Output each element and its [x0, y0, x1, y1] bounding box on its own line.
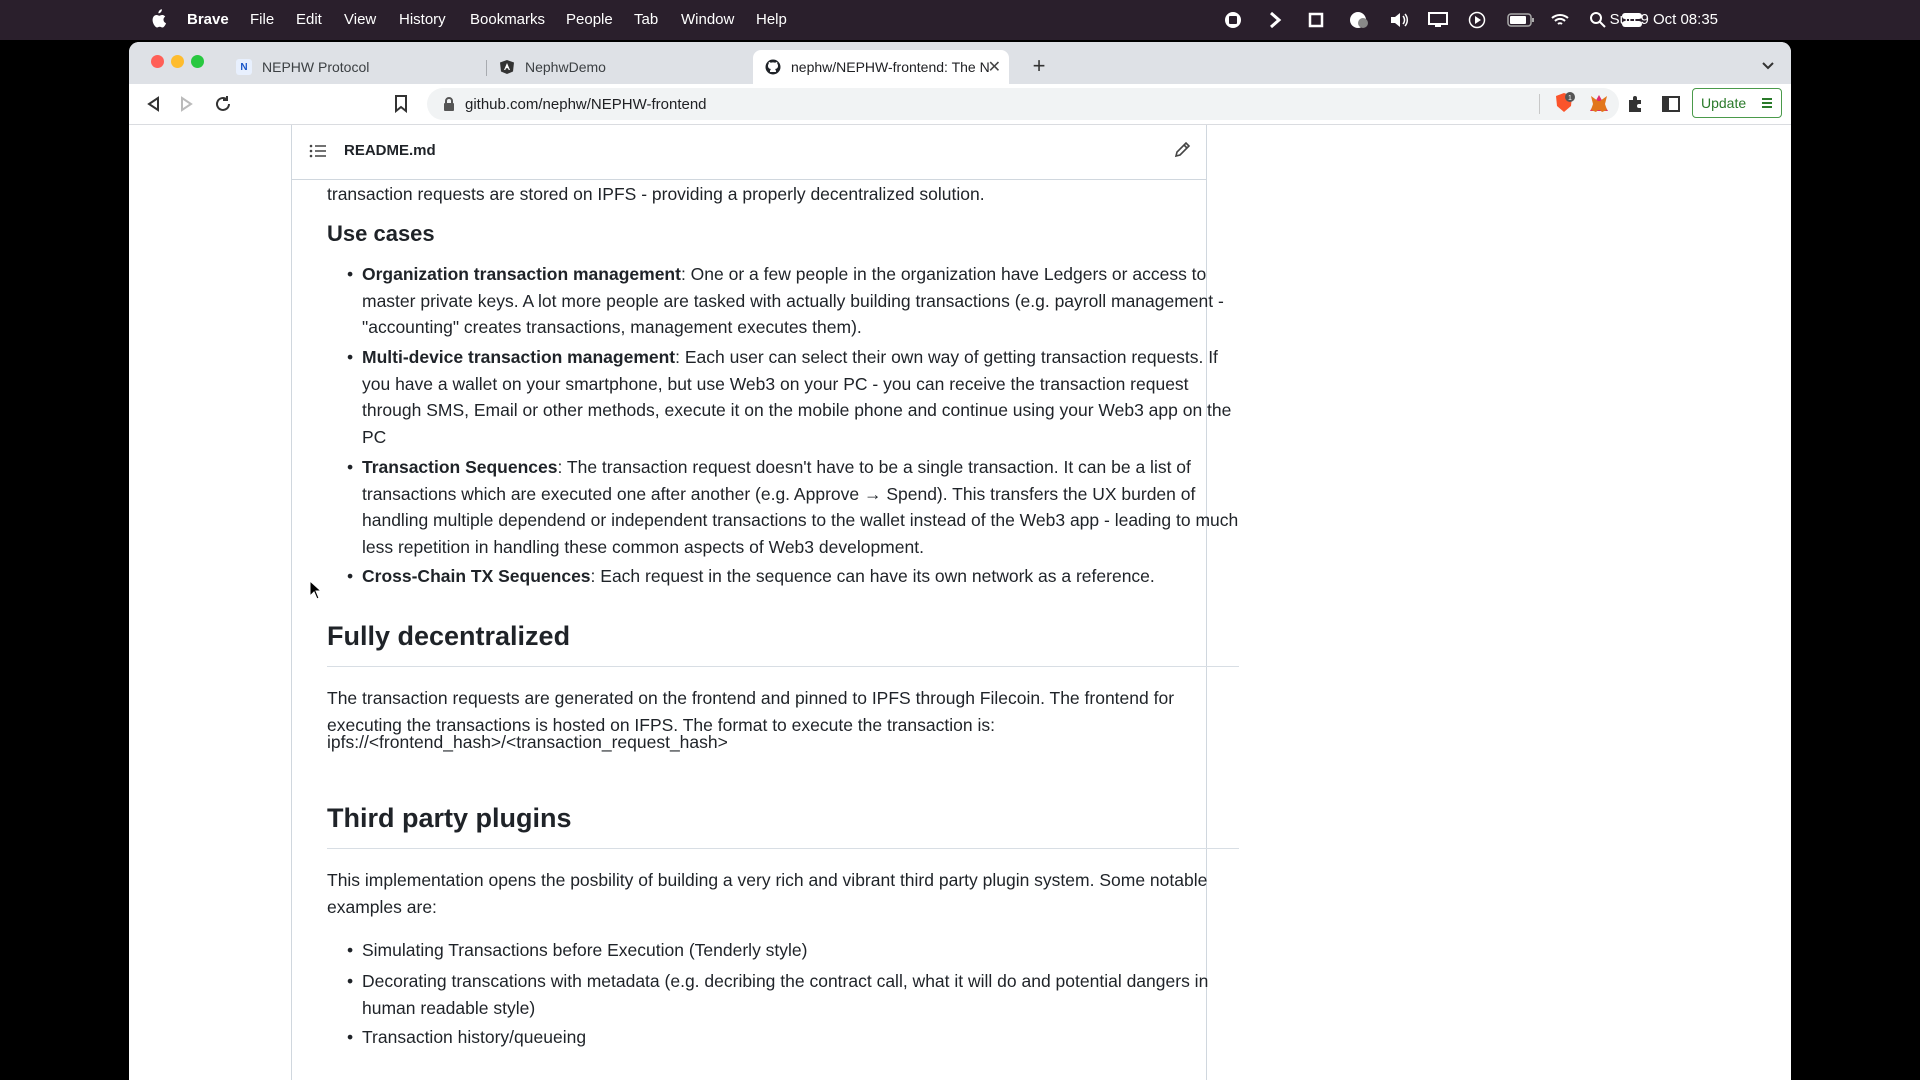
menu-bar: [0, 0, 1920, 40]
tab-strip: [129, 42, 1791, 84]
reload-button[interactable]: [211, 92, 235, 116]
tab-label: NEPHW Protocol: [262, 59, 370, 75]
menu-app-name[interactable]: Brave: [187, 11, 229, 28]
address-bar[interactable]: [427, 88, 1619, 120]
apple-icon[interactable]: [150, 9, 166, 29]
list-item-text: Transaction history/queueing: [362, 1027, 587, 1047]
close-tab-icon[interactable]: ✕: [987, 59, 1001, 76]
menu-tab[interactable]: Tab: [634, 11, 659, 28]
update-button[interactable]: [1692, 88, 1782, 118]
bullet-dot: •: [347, 457, 354, 477]
tab-label: nephw/NEPHW-frontend: The N: [791, 59, 990, 75]
list-item-text: [362, 563, 1242, 590]
menubar-clock[interactable]: Sun 9 Oct 08:35: [1609, 11, 1718, 28]
bullet-dot: •: [347, 347, 354, 367]
bullet-dot: •: [347, 264, 354, 284]
tab-nephwdemo[interactable]: [487, 50, 735, 84]
sidebar-toggle-icon[interactable]: [1659, 92, 1683, 116]
crop-icon[interactable]: [1305, 10, 1327, 30]
bullet-dot: •: [347, 940, 354, 960]
readme-container: [291, 125, 1239, 1080]
address-bar-divider: [1539, 94, 1540, 114]
menu-history[interactable]: History: [399, 11, 446, 28]
metamask-extension-icon[interactable]: [1587, 92, 1611, 116]
mouse-cursor-icon: [309, 580, 323, 600]
list-item-title: Organization transaction management: [362, 264, 681, 284]
brave-shields-icon[interactable]: [1549, 91, 1579, 115]
heading-divider: [327, 666, 1239, 667]
update-button-label: Update: [1701, 95, 1747, 111]
table-of-contents-icon[interactable]: [309, 143, 327, 159]
edit-pencil-icon[interactable]: [1173, 141, 1191, 159]
list-item-body: : Each user can select their own way of getting transaction requests. If you have a wallet on your smartphone, but use Web3 on your PC - you can receive the transaction request through SMS, Email or other methods, execute it on the mobile phone and continue using your Web3 app on the PC: [362, 347, 1232, 447]
fully-decentralized-heading: Fully decentralized: [327, 621, 571, 651]
list-item-text: [362, 261, 1242, 341]
nephw-favicon-icon: N: [236, 59, 252, 75]
url-text[interactable]: github.com/nephw/NEPHW-frontend: [465, 96, 707, 113]
close-window-button[interactable]: [151, 55, 164, 68]
readme-filename[interactable]: README.md: [344, 142, 436, 159]
record-icon[interactable]: [1222, 10, 1244, 30]
chevron-right-icon[interactable]: [1264, 10, 1286, 30]
plugins-paragraph: This implementation opens the posbility of building a very rich and vibrant third party plugin system. Some notable examples are:: [327, 870, 1208, 917]
minimize-window-button[interactable]: [171, 55, 184, 68]
play-icon[interactable]: [1466, 10, 1488, 30]
list-item-text: [362, 344, 1242, 450]
bullet-dot: •: [347, 566, 354, 586]
new-tab-button[interactable]: +: [1032, 53, 1046, 78]
forward-button[interactable]: [175, 92, 199, 116]
intro-paragraph: transaction requests are stored on IPFS - providing a properly decentralized solution.: [327, 184, 985, 204]
shields-count: 1: [1568, 95, 1572, 102]
battery-icon[interactable]: [1506, 10, 1536, 30]
browser-toolbar: [129, 84, 1791, 125]
tab-label: NephwDemo: [525, 59, 606, 75]
browser-window: [129, 42, 1791, 1080]
extensions-puzzle-icon[interactable]: [1623, 92, 1647, 116]
menu-help[interactable]: Help: [756, 11, 787, 28]
menu-view[interactable]: View: [344, 11, 377, 28]
list-item-body: : Each request in the sequence can have its own network as a reference.: [590, 566, 1155, 586]
list-item-title: Transaction Sequences: [362, 457, 558, 477]
decentralized-paragraph: The transaction requests are generated on the frontend and pinned to IPFS through Filecoin. The frontend for executing the transactions is hosted on IFPS. The format to execute the transaction is:: [327, 688, 1175, 735]
ipfs-format-text: ipfs://<frontend_hash>/<transaction_request_hash>: [327, 732, 728, 752]
bookmark-icon[interactable]: [389, 92, 413, 116]
menu-lines-icon: [1761, 97, 1773, 109]
back-button[interactable]: [141, 92, 165, 116]
lock-icon[interactable]: [443, 97, 455, 111]
list-item-text: Decorating transcations with metadata (e.g. decribing the contract call, what it will do and potential dangers in human readable style): [362, 971, 1209, 1018]
heading-divider: [327, 848, 1239, 849]
list-item-body: : The transaction request doesn't have to be a single transaction. It can be a list of transactions which are executed one after another (e.g. Approve → Spend). This transfers the UX burden of handling multiple dependend or independent transactions to the wallet instead of the Web3 app - leading to much less repetition in handling these common aspects of Web3 development.: [362, 457, 1239, 557]
list-item-title: Multi-device transaction management: [362, 347, 676, 367]
extension-badge-icon[interactable]: [1348, 10, 1370, 30]
menu-people[interactable]: People: [566, 11, 613, 28]
menu-window[interactable]: Window: [681, 11, 735, 28]
search-icon[interactable]: [1587, 10, 1609, 30]
list-item-text: [362, 454, 1242, 560]
use-cases-heading: Use cases: [327, 221, 435, 246]
list-item-title: Cross-Chain TX Sequences: [362, 566, 591, 586]
readme-sticky-header: [292, 125, 1206, 180]
bullet-dot: •: [347, 971, 354, 991]
menu-file[interactable]: File: [250, 11, 275, 28]
github-favicon-icon: [765, 59, 781, 75]
display-icon[interactable]: [1427, 10, 1449, 30]
angular-favicon-icon: [499, 59, 515, 75]
bullet-dot: •: [347, 1027, 354, 1047]
tab-nephw-protocol[interactable]: [224, 50, 472, 84]
tab-github-nephw-frontend[interactable]: [753, 50, 1009, 84]
third-party-plugins-heading: Third party plugins: [327, 803, 572, 833]
maximize-window-button[interactable]: [191, 55, 204, 68]
volume-icon[interactable]: [1388, 10, 1410, 30]
menu-bookmarks[interactable]: Bookmarks: [470, 11, 546, 28]
web-page: [129, 125, 1791, 1080]
tab-search-chevron-icon[interactable]: [1756, 54, 1780, 78]
wifi-icon[interactable]: [1549, 10, 1571, 30]
list-item-body: : One or a few people in the organization have Ledgers or access to master private keys. A lot more people are tasked with actually building transactions (e.g. payroll management - "accounting" creates transactions, management executes them).: [362, 264, 1224, 337]
menu-edit[interactable]: Edit: [296, 11, 322, 28]
list-item-text: Simulating Transactions before Execution (Tenderly style): [362, 940, 808, 960]
